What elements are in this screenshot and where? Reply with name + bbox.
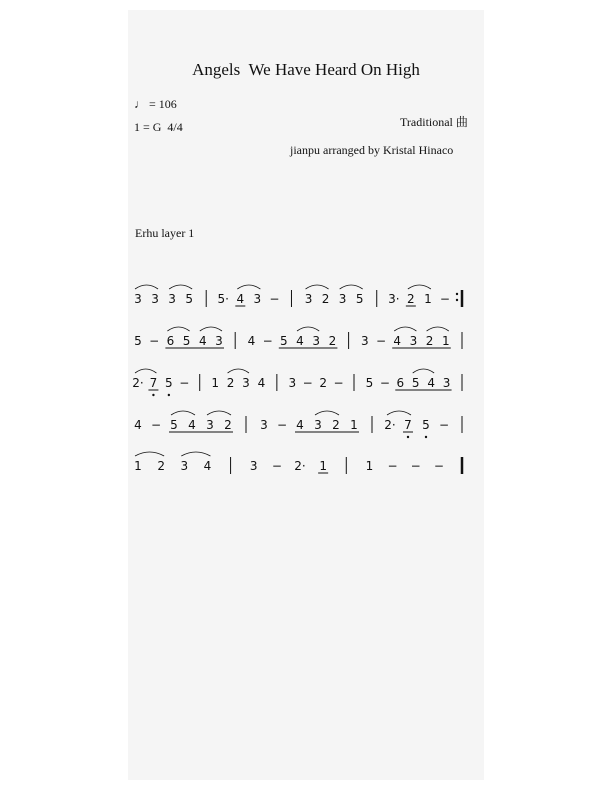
jianpu-note: 2 [425, 334, 434, 348]
slur-arc [387, 411, 411, 415]
jianpu-note: 3 [242, 376, 250, 390]
jianpu-note: 4 [236, 292, 245, 306]
dash-extension: − [439, 292, 450, 306]
jianpu-note: 1 [365, 459, 374, 473]
slur-arc [228, 369, 249, 373]
jianpu-note: 1 [441, 334, 450, 348]
jianpu-note: 6 [396, 376, 405, 390]
jianpu-note: 3 [206, 418, 214, 432]
octave-dot [407, 436, 409, 438]
tempo-marking: ♩ = 106 [134, 97, 177, 111]
slur-arc [181, 452, 210, 456]
dash-extension: − [269, 292, 280, 306]
jianpu-note: 3 [253, 292, 262, 306]
jianpu-note: 1 [350, 418, 358, 432]
jianpu-note: 3 [134, 292, 142, 306]
jianpu-note: 1 [319, 459, 327, 473]
jianpu-note: 5 [411, 376, 420, 390]
jianpu-note: 5 [134, 334, 142, 348]
dash-extension: − [387, 459, 398, 473]
jianpu-note: 1 [211, 376, 219, 390]
jianpu-note: 4 [134, 418, 142, 432]
jianpu-note: 5 [185, 292, 193, 306]
slur-arc [237, 285, 260, 289]
jianpu-note: 4 [247, 334, 256, 348]
dash-extension: − [375, 334, 387, 348]
jianpu-note: 3 [442, 376, 451, 390]
key-time-signature: 1 = G 4/4 [134, 120, 183, 134]
jianpu-note: 3 [180, 459, 189, 473]
jianpu-note: 5 [170, 418, 178, 432]
jianpu-note: 7 [149, 376, 158, 390]
jianpu-note: 5 [422, 418, 430, 432]
jianpu-note: 4 [203, 459, 212, 473]
slur-arc [135, 285, 158, 289]
slur-arc [408, 285, 431, 289]
slur-arc [394, 327, 416, 331]
jianpu-note: 6 [166, 334, 175, 348]
jianpu-note: 5 [355, 292, 364, 306]
slur-arc [306, 285, 329, 289]
jianpu-note: 2 [328, 334, 337, 348]
jianpu-note: 3 [312, 334, 321, 348]
jianpu-note: 3 [151, 292, 159, 306]
jianpu-note: 3 [314, 418, 322, 432]
dash-extension: − [149, 334, 160, 348]
jianpu-note: 3 [338, 292, 347, 306]
jianpu-note: 1 [134, 459, 142, 473]
arranger-credit: jianpu arranged by Kristal Hinaco [290, 143, 454, 157]
jianpu-note: 3 [304, 292, 313, 306]
slur-arc [413, 369, 434, 373]
jianpu-note: 5 [279, 334, 288, 348]
jianpu-note: 2 [332, 418, 340, 432]
jianpu-note: 2· [132, 376, 144, 390]
part-name: Erhu layer 1 [135, 226, 195, 240]
jianpu-note: 4 [188, 418, 196, 432]
jianpu-note: 3 [288, 376, 297, 390]
dash-extension: − [438, 418, 450, 432]
jianpu-note: 5 [365, 376, 374, 390]
dash-extension: − [302, 376, 313, 390]
dash-extension: − [379, 376, 390, 390]
jianpu-note: 4 [296, 334, 304, 348]
repeat-dot [456, 299, 458, 301]
jianpu-note: 3· [388, 292, 400, 306]
dash-extension: − [433, 459, 444, 473]
jianpu-note: 3 [215, 334, 223, 348]
octave-dot [168, 394, 170, 396]
jianpu-note: 2 [319, 376, 327, 390]
slur-arc [171, 411, 195, 415]
jianpu-note: 2 [157, 459, 165, 473]
octave-dot [152, 394, 154, 396]
jianpu-note: 4 [393, 334, 402, 348]
slur-arc [135, 452, 164, 456]
slur-arc [340, 285, 363, 289]
jianpu-note: 3 [249, 459, 258, 473]
slur-arc [169, 285, 192, 289]
jianpu-note: 4 [257, 376, 266, 390]
dash-extension: − [410, 459, 421, 473]
jianpu-note: 3 [168, 292, 176, 306]
jianpu-note: 3 [260, 418, 268, 432]
jianpu-note: 2 [407, 292, 415, 306]
dash-extension: − [276, 418, 288, 432]
jianpu-note: 4 [198, 334, 207, 348]
dash-extension: − [262, 334, 273, 348]
jianpu-note: 3 [360, 334, 369, 348]
jianpu-note: 5 [165, 376, 173, 390]
jianpu-note: 4 [427, 376, 435, 390]
jianpu-note: 2· [294, 459, 306, 473]
dash-extension: − [150, 418, 162, 432]
jianpu-note: 1 [424, 292, 432, 306]
jianpu-note: 5· [217, 292, 229, 306]
slur-arc [297, 327, 319, 331]
slur-arc [167, 327, 189, 331]
dash-extension: − [179, 376, 190, 390]
slur-arc [200, 327, 222, 331]
jianpu-note: 4 [296, 418, 304, 432]
jianpu-note: 2· [384, 418, 396, 432]
jianpu-note: 2 [226, 376, 235, 390]
octave-dot [425, 436, 427, 438]
dash-extension: − [333, 376, 344, 390]
jianpu-note: 5 [182, 334, 191, 348]
jianpu-note: 2 [321, 292, 330, 306]
jianpu-note: 2 [224, 418, 232, 432]
score-title: Angels We Have Heard On High [192, 60, 420, 79]
dash-extension: − [271, 459, 282, 473]
composer-credit: Traditional 曲 [400, 115, 468, 129]
slur-arc [315, 411, 339, 415]
repeat-dot [456, 293, 458, 295]
jianpu-note: 7 [404, 418, 412, 432]
slur-arc [135, 369, 156, 373]
slur-arc [427, 327, 449, 331]
jianpu-note: 3 [409, 334, 418, 348]
slur-arc [207, 411, 231, 415]
